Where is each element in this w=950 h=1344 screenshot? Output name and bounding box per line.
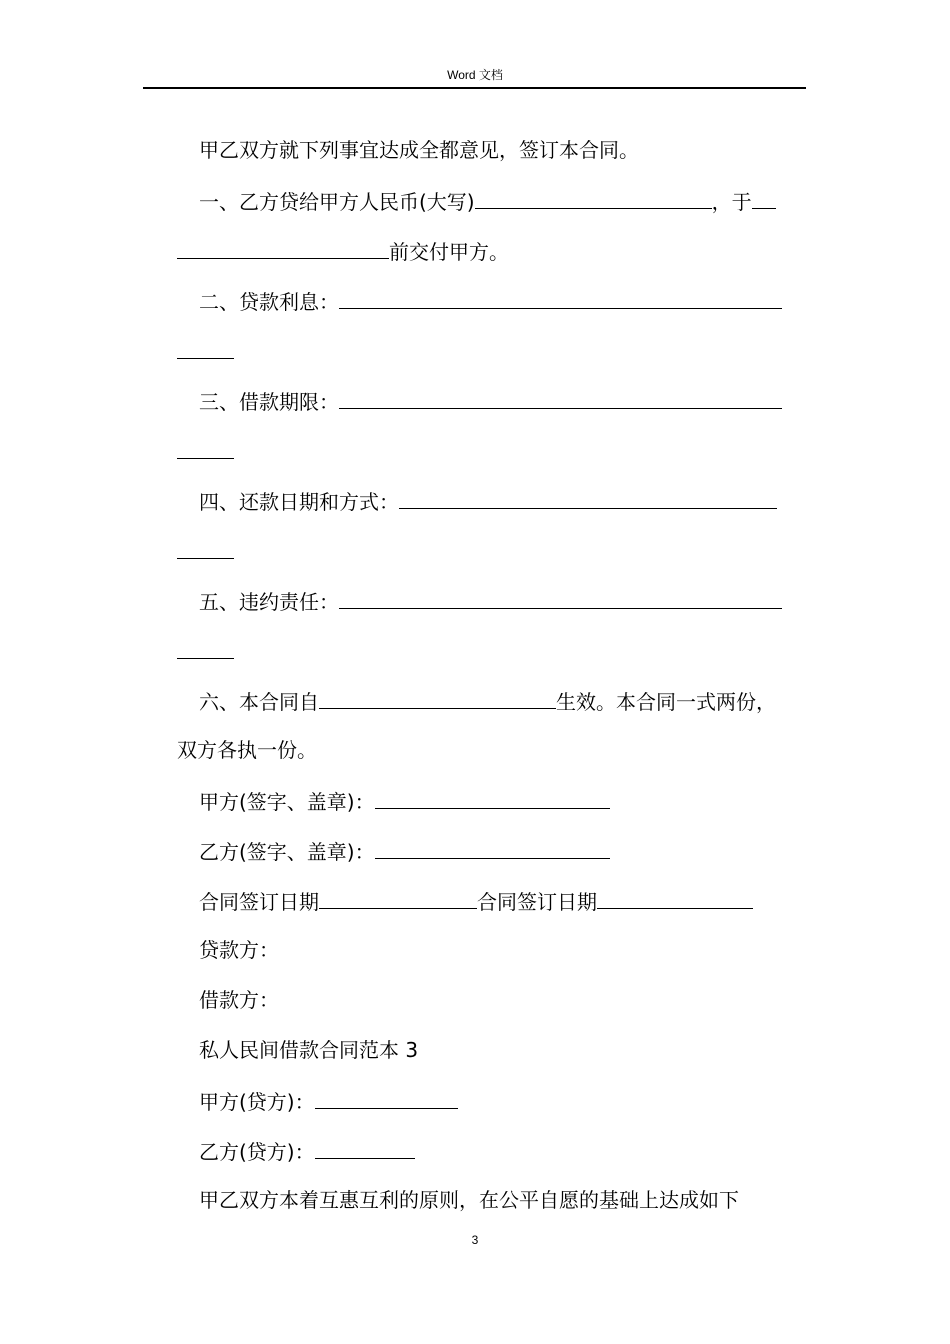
clause-3: [199, 386, 782, 416]
section-title: [199, 1036, 418, 1064]
clause-2-label: 二、贷款利息：: [199, 290, 339, 314]
party-a-blank: [315, 1086, 458, 1109]
clause-4-label: 四、还款日期和方式：: [199, 490, 399, 514]
clause-5-continued: [177, 636, 234, 666]
party-a-line: [199, 1086, 458, 1116]
party-a-signature-blank: [375, 786, 610, 809]
party-b-label: 乙方(贷方)：: [199, 1140, 315, 1164]
clause-2: [199, 286, 782, 316]
borrower-label: 借款方：: [199, 988, 279, 1012]
clause-3-continued: [177, 436, 234, 466]
party-b-line: [199, 1136, 415, 1166]
date-blank-end: [177, 236, 389, 259]
party-b-signature: [199, 836, 610, 866]
preamble-text: 甲乙双方本着互惠互利的原则，在公平自愿的基础上达成如下: [199, 1188, 739, 1212]
effective-date-blank: [319, 686, 556, 709]
interest-blank-end: [177, 336, 234, 359]
repayment-blank: [399, 486, 777, 509]
party-b-blank: [315, 1136, 415, 1159]
clause-4-continued: [177, 536, 234, 566]
borrower-line: [199, 986, 279, 1014]
section-title-text: 私人民间借款合同范本 3: [199, 1038, 419, 1062]
page-number: 3: [471, 1233, 479, 1247]
signing-date-label-1: 合同签订日期: [199, 890, 319, 914]
term-blank: [339, 386, 782, 409]
signing-date-label-2: 合同签订日期: [477, 890, 597, 914]
liability-blank: [339, 586, 782, 609]
lender-label: 贷款方：: [199, 938, 279, 962]
clause-5-label: 五、违约责任：: [199, 590, 339, 614]
repayment-blank-end: [177, 536, 234, 559]
signing-date-blank-1: [319, 886, 477, 909]
intro-text: 甲乙双方就下列事宜达成全都意见，签订本合同。: [199, 138, 639, 162]
signing-date-blank-2: [597, 886, 753, 909]
clause-2-continued: [177, 336, 234, 366]
clause-6-continued: [177, 736, 317, 764]
clause-5: [199, 586, 782, 616]
clause-6-end: 双方各执一份。: [177, 738, 317, 762]
clause-4: [199, 486, 777, 516]
clause-6: [199, 686, 776, 716]
intro-line: [199, 136, 639, 164]
clause-1-tail: 前交付甲方。: [389, 240, 509, 264]
term-blank-end: [177, 436, 234, 459]
clause-1-text: 一、乙方贷给甲方人民币(大写): [199, 190, 475, 214]
header-rule: [143, 87, 806, 89]
party-a-signature-label: 甲方(签字、盖章)：: [199, 790, 375, 814]
amount-blank: [475, 186, 712, 209]
clause-3-label: 三、借款期限：: [199, 390, 339, 414]
party-b-signature-label: 乙方(签字、盖章)：: [199, 840, 375, 864]
preamble-line: [199, 1186, 739, 1214]
clause-1-continued: [177, 236, 509, 266]
clause-1: [199, 186, 776, 216]
clause-6-label: 六、本合同自: [199, 690, 319, 714]
clause-1-date-label: ，于: [711, 190, 752, 214]
party-b-signature-blank: [375, 836, 610, 859]
clause-6-tail: 生效。本合同一式两份，: [556, 690, 776, 714]
interest-blank: [339, 286, 782, 309]
lender-line: [199, 936, 279, 964]
date-blank-start: [752, 186, 776, 209]
party-a-label: 甲方(贷方)：: [199, 1090, 315, 1114]
party-a-signature: [199, 786, 610, 816]
signing-dates: [199, 886, 753, 916]
liability-blank-end: [177, 636, 234, 659]
page-header: Word 文档: [447, 68, 503, 82]
